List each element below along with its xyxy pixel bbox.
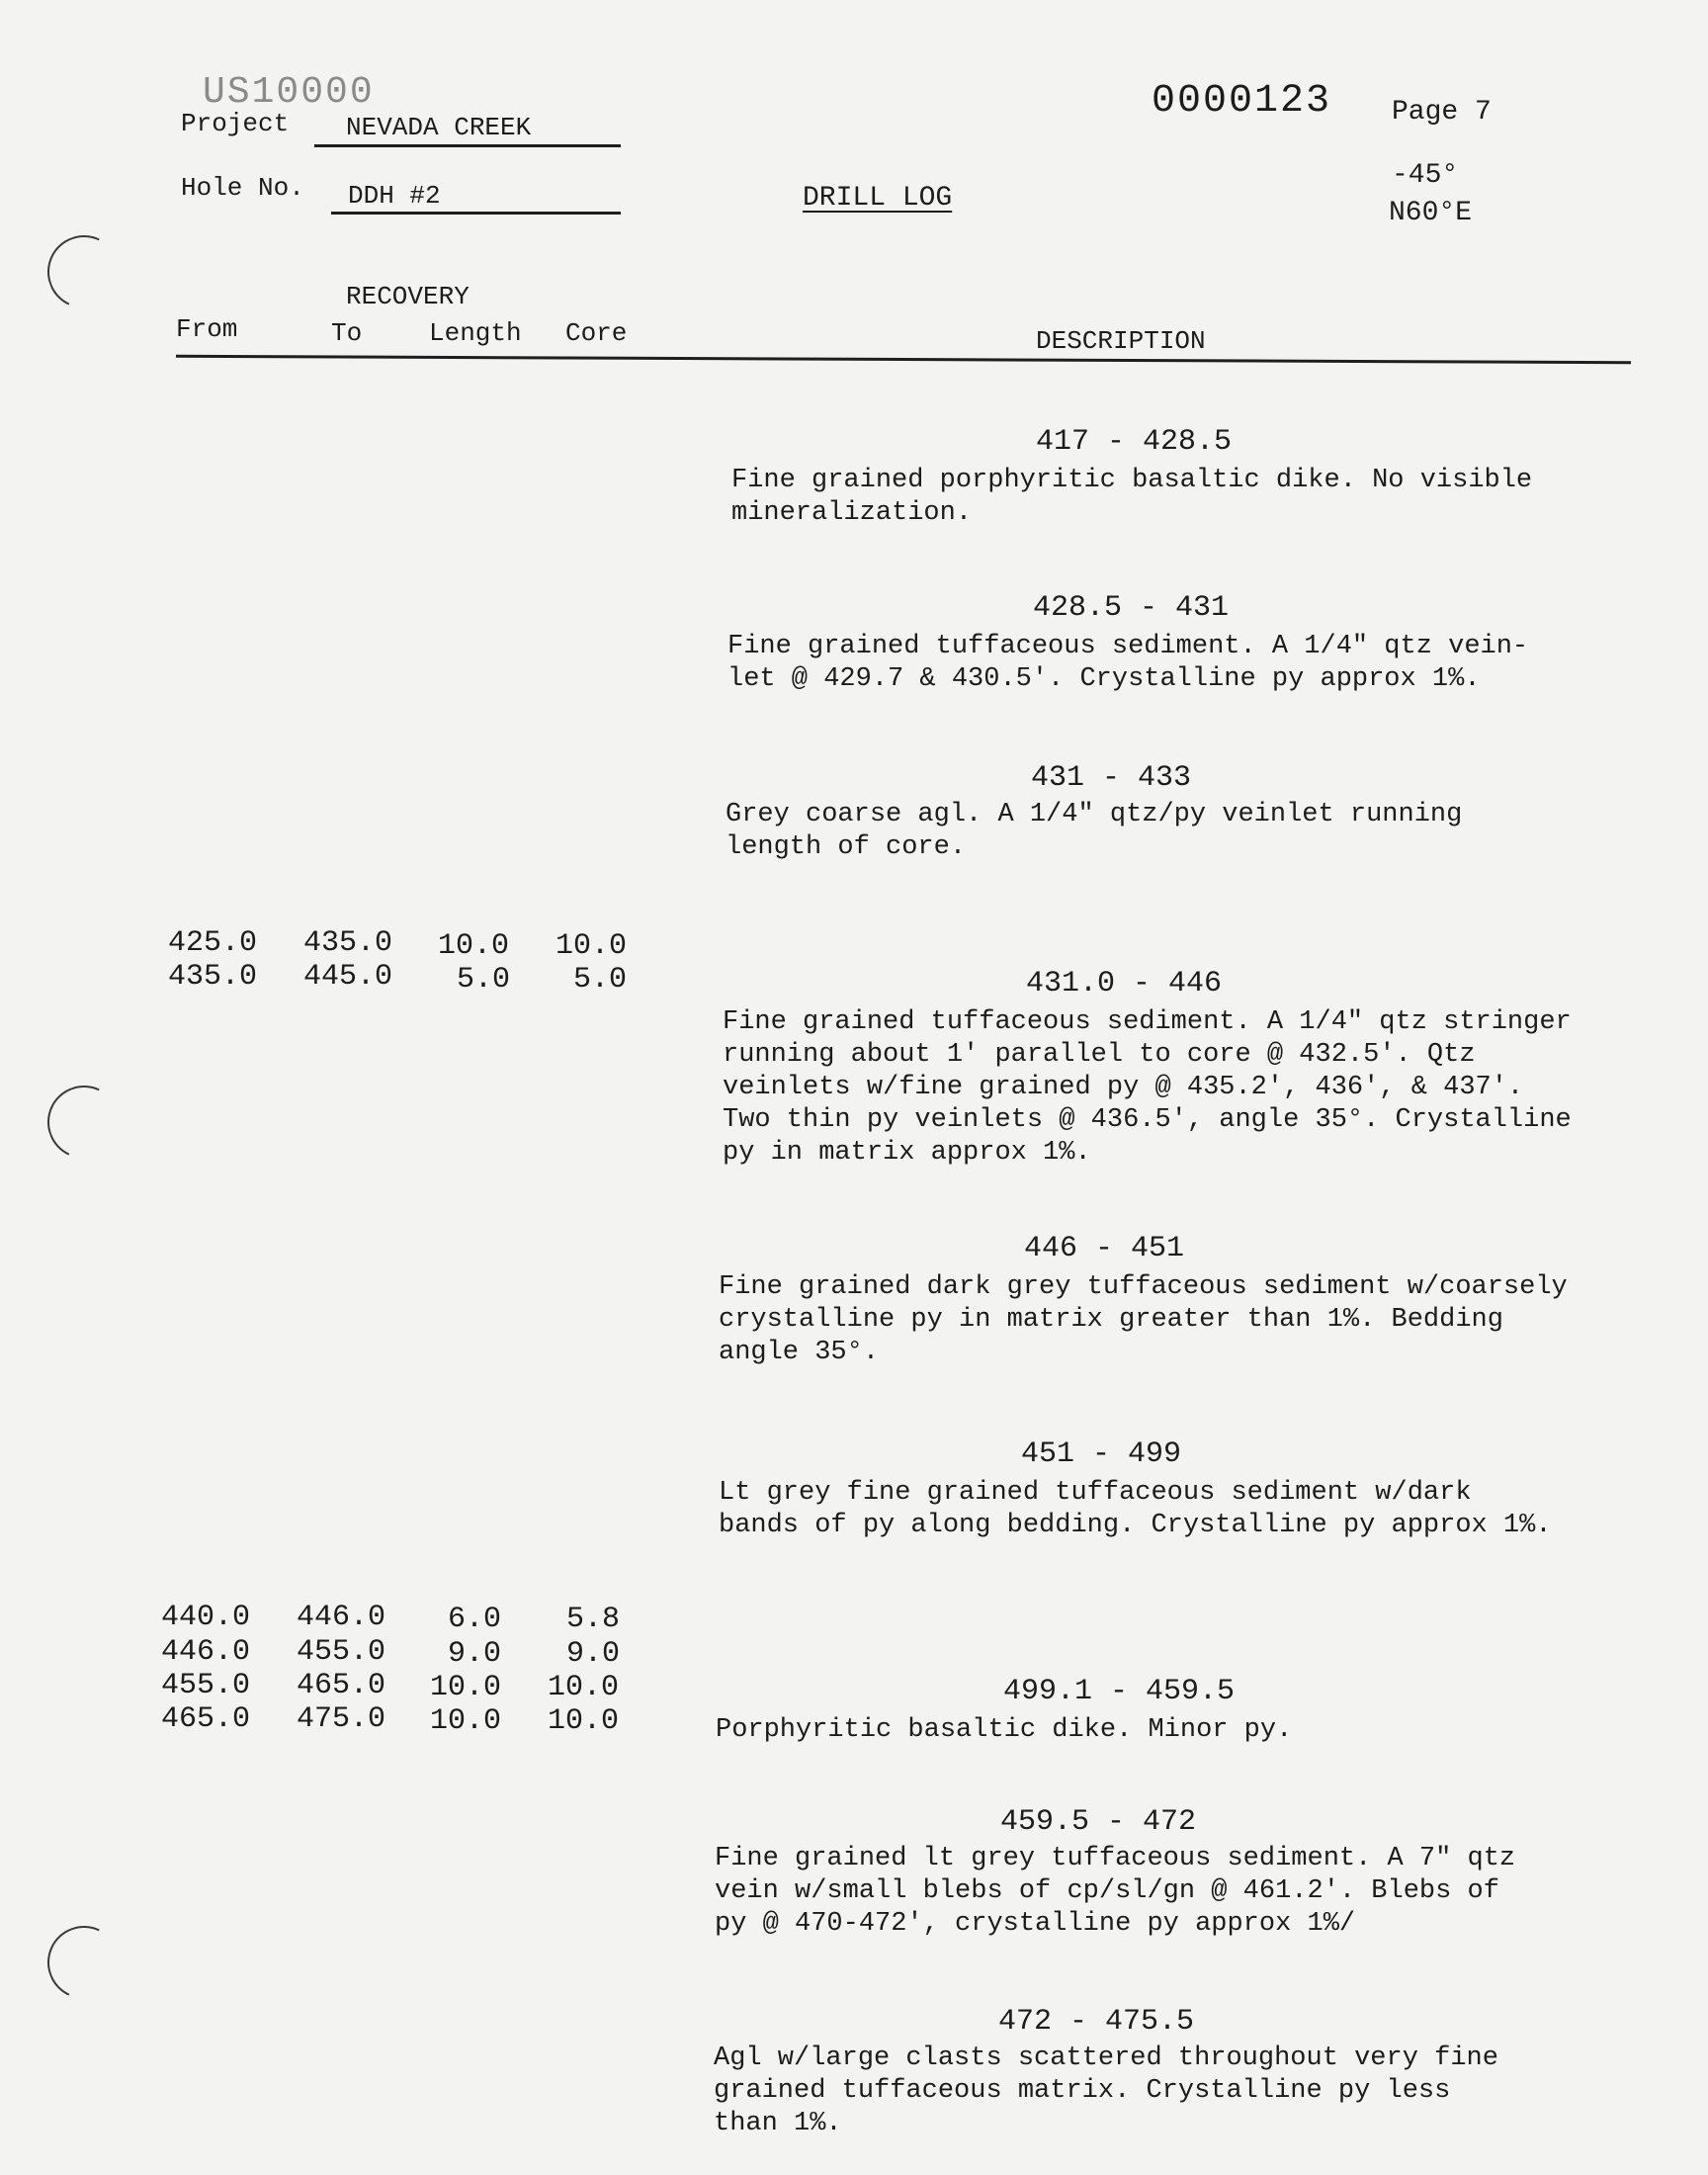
cell-core: 10.0 <box>548 1671 620 1704</box>
interval-heading: 417 - 428.5 <box>1036 425 1233 459</box>
cell-from: 465.0 <box>161 1702 251 1736</box>
interval-heading: 451 - 499 <box>1021 1437 1182 1471</box>
interval-heading: 428.5 - 431 <box>1033 591 1230 625</box>
faint-stamp: US10000 <box>203 71 375 114</box>
hole-punch-mark <box>38 1076 131 1170</box>
project-label: Project <box>181 109 290 138</box>
document-title: DRILL LOG <box>803 183 953 214</box>
interval-heading: 431 - 433 <box>1031 761 1192 795</box>
cell-core: 10.0 <box>548 1704 620 1738</box>
hole-value: DDH #2 <box>348 181 441 211</box>
interval-description: Fine grained dark grey tuffaceous sediment w/coarsely crystalline py in matrix greater than 1%. Bedding angle 35°. <box>719 1272 1568 1367</box>
cell-from: 455.0 <box>161 1669 251 1702</box>
cell-from: 425.0 <box>168 926 258 960</box>
col-core: Core <box>565 318 628 348</box>
cell-length: 10.0 <box>430 1704 502 1738</box>
interval-heading: 499.1 - 459.5 <box>1003 1675 1236 1708</box>
cell-length: 5.0 <box>457 963 511 997</box>
col-to: To <box>331 318 363 348</box>
cell-from: 435.0 <box>168 960 258 994</box>
cell-to: 475.0 <box>297 1702 386 1736</box>
hole-underline <box>331 212 621 215</box>
cell-from: 446.0 <box>161 1635 251 1669</box>
col-description: DESCRIPTION <box>1036 326 1206 356</box>
interval-description: Grey coarse agl. A 1/4" qtz/py veinlet running length of core. <box>726 800 1463 862</box>
interval-description: Fine grained porphyritic basaltic dike. No visible mineralization. <box>731 466 1533 528</box>
cell-length: 9.0 <box>448 1637 502 1671</box>
cell-to: 455.0 <box>297 1635 386 1669</box>
interval-description: Fine grained tuffaceous sediment. A 1/4" qtz vein- let @ 429.7 & 430.5'. Crystalline py approx 1%. <box>727 632 1529 694</box>
cell-core: 9.0 <box>566 1637 621 1671</box>
interval-heading: 472 - 475.5 <box>998 2005 1195 2039</box>
cell-core: 10.0 <box>555 929 628 963</box>
hole-punch-mark <box>38 1916 131 2010</box>
cell-to: 435.0 <box>303 926 393 960</box>
interval-heading: 446 - 451 <box>1024 1232 1185 1265</box>
interval-description: Fine grained lt grey tuffaceous sediment. A 7" qtz vein w/small blebs of cp/sl/gn @ 461.2'. Blebs of py @ 470-472', crystalline py approx 1%/ <box>715 1844 1516 1939</box>
cell-length: 10.0 <box>438 929 510 963</box>
cell-to: 465.0 <box>297 1669 386 1702</box>
interval-description: Agl w/large clasts scattered throughout very fine grained tuffaceous matrix. Crystalline py less than 1%. <box>714 2044 1498 2138</box>
header-rule <box>176 355 1631 364</box>
hole-punch-mark <box>38 225 131 319</box>
cell-to: 445.0 <box>303 960 393 994</box>
cell-core: 5.0 <box>573 963 628 997</box>
interval-description: Fine grained tuffaceous sediment. A 1/4" qtz stringer running about 1' parallel to core @ 432.5'. Qtz veinlets w/fine grained py @ 435.2', 436', & 437'. Two thin py veinlets @ 436.5', angle 35°. Crystalline py in matrix approx 1%. <box>723 1007 1572 1168</box>
cell-to: 446.0 <box>297 1601 386 1634</box>
cell-length: 6.0 <box>448 1603 502 1636</box>
col-from: From <box>176 314 238 344</box>
recovery-heading: RECOVERY <box>346 282 470 311</box>
hole-bearing: N60°E <box>1389 198 1473 228</box>
page-number: Page 7 <box>1392 97 1492 128</box>
cell-length: 10.0 <box>430 1671 502 1704</box>
project-value: NEVADA CREEK <box>346 113 532 142</box>
project-underline <box>314 144 621 147</box>
interval-description: Lt grey fine grained tuffaceous sediment w/dark bands of py along bedding. Crystalline py approx 1%. <box>719 1478 1552 1540</box>
document-number: 0000123 <box>1152 79 1332 124</box>
interval-heading: 431.0 - 446 <box>1026 967 1223 1000</box>
interval-heading: 459.5 - 472 <box>1000 1805 1197 1839</box>
interval-description: Porphyritic basaltic dike. Minor py. <box>716 1715 1293 1745</box>
col-length: Length <box>429 318 522 348</box>
hole-angle: -45° <box>1392 160 1459 191</box>
cell-core: 5.8 <box>566 1603 621 1636</box>
hole-label: Hole No. <box>181 173 304 203</box>
cell-from: 440.0 <box>161 1601 251 1634</box>
